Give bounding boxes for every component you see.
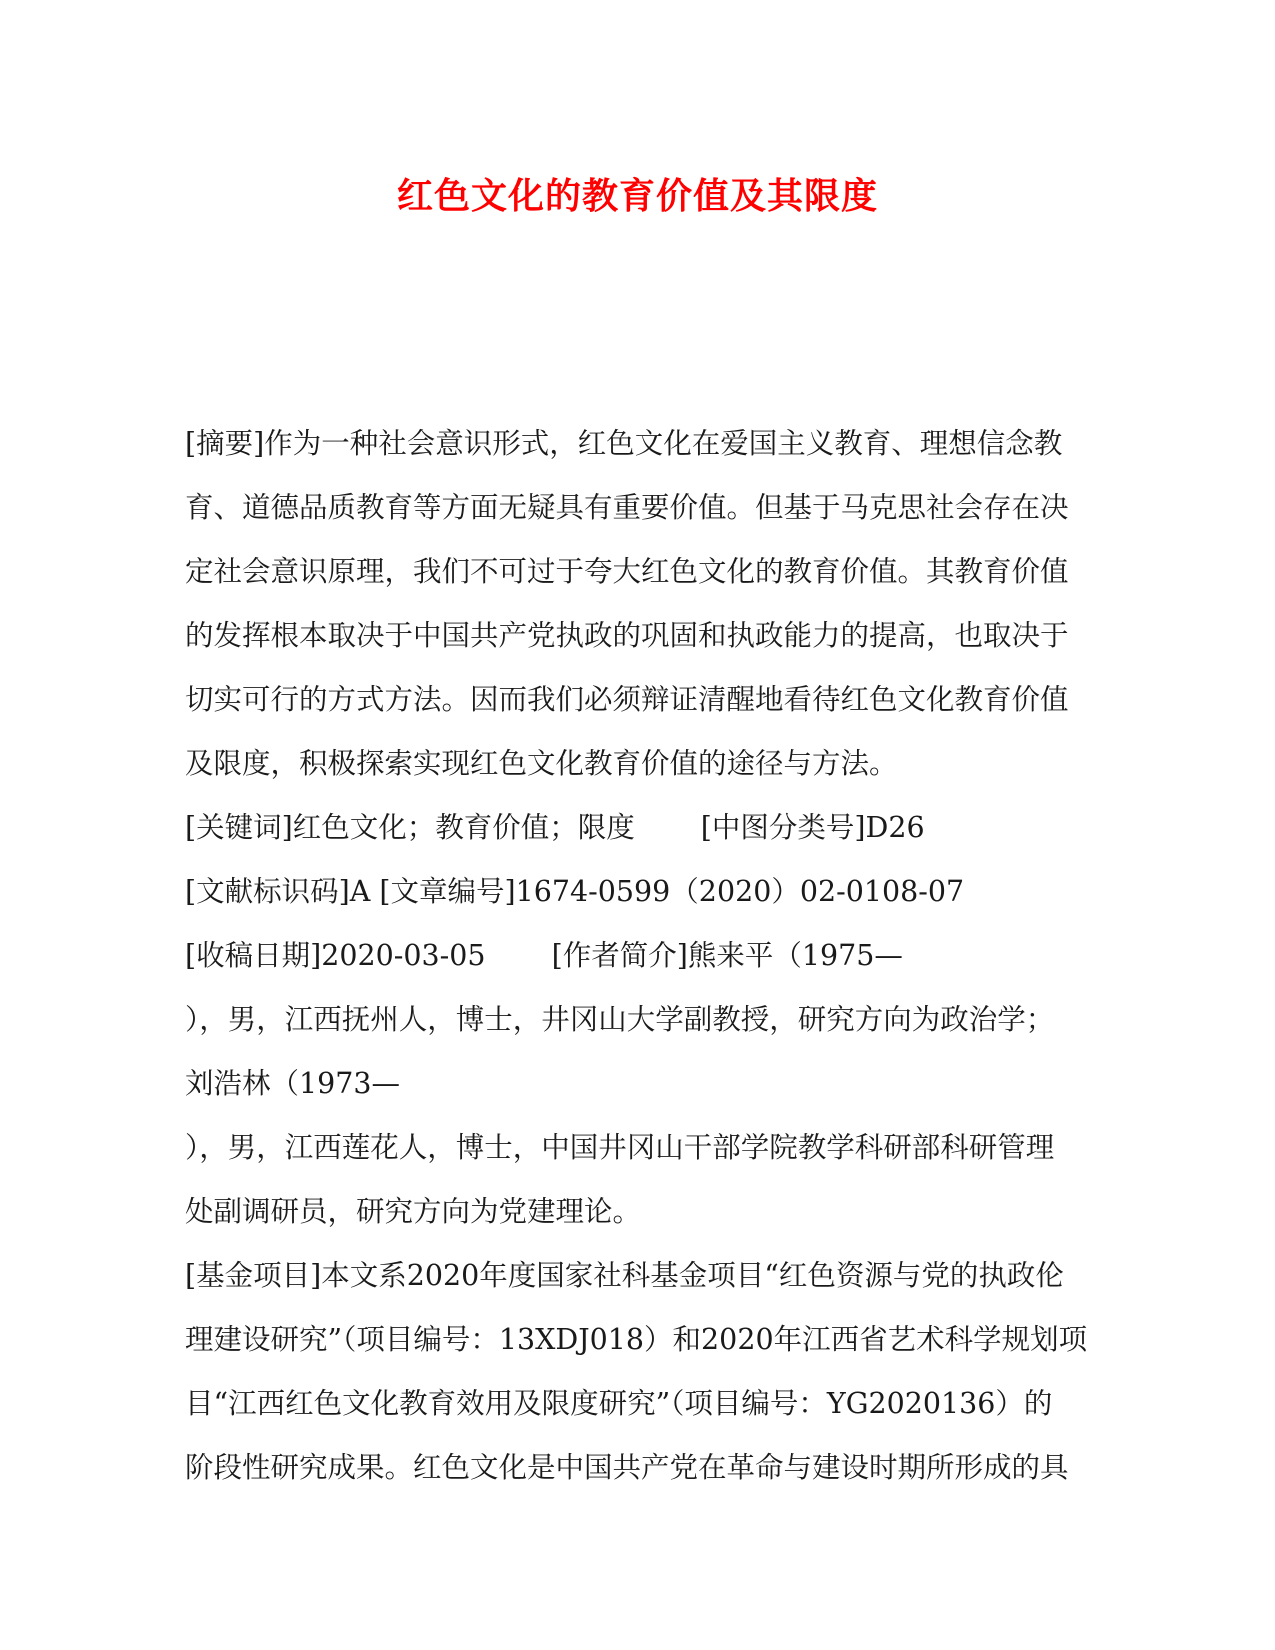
keywords-line: [关键词]红色文化；教育价值；限度 [中图分类号]D26: [185, 811, 925, 844]
body-line: 育、道德品质教育等方面无疑具有重要价值。但基于马克思社会存在决: [185, 491, 1069, 524]
fund-line: 目“江西红色文化教育效用及限度研究”（项目编号：YG2020136）的: [185, 1387, 1053, 1420]
body-line: 的发挥根本取决于中国共产党执政的巩固和执政能力的提高，也取决于: [185, 619, 1069, 652]
body-line: 阶段性研究成果。红色文化是中国共产党在革命与建设时期所形成的具: [185, 1451, 1069, 1484]
received-date-line: [收稿日期]2020-03-05 [作者简介]熊来平（1975—: [185, 939, 903, 972]
fund-line: 理建设研究”（项目编号：13XDJ018）和2020年江西省艺术科学规划项: [185, 1323, 1088, 1356]
author-line: ），男，江西抚州人，博士，井冈山大学副教授，研究方向为政治学；: [185, 1003, 1055, 1036]
fund-line: [基金项目]本文系2020年度国家社科基金项目“红色资源与党的执政伦: [185, 1259, 1064, 1292]
body-line: 定社会意识原理，我们不可过于夸大红色文化的教育价值。其教育价值: [185, 555, 1069, 588]
document-title: 红色文化的教育价值及其限度: [396, 175, 878, 217]
document-body: [185, 412, 1095, 1500]
body-line: 切实可行的方式方法。因而我们必须辩证清醒地看待红色文化教育价值: [185, 683, 1069, 716]
author-line: 处副调研员，研究方向为党建理论。: [185, 1195, 642, 1228]
author-line: 刘浩林（1973—: [185, 1067, 401, 1100]
body-line: [摘要]作为一种社会意识形式，红色文化在爱国主义教育、理想信念教: [185, 427, 1063, 460]
document-id-line: [文献标识码]A [文章编号]1674-0599（2020）02-0108-07: [185, 875, 965, 908]
body-line: 及限度，积极探索实现红色文化教育价值的途径与方法。: [185, 747, 898, 780]
author-line: ），男，江西莲花人，博士，中国井冈山干部学院教学科研部科研管理: [185, 1131, 1055, 1164]
